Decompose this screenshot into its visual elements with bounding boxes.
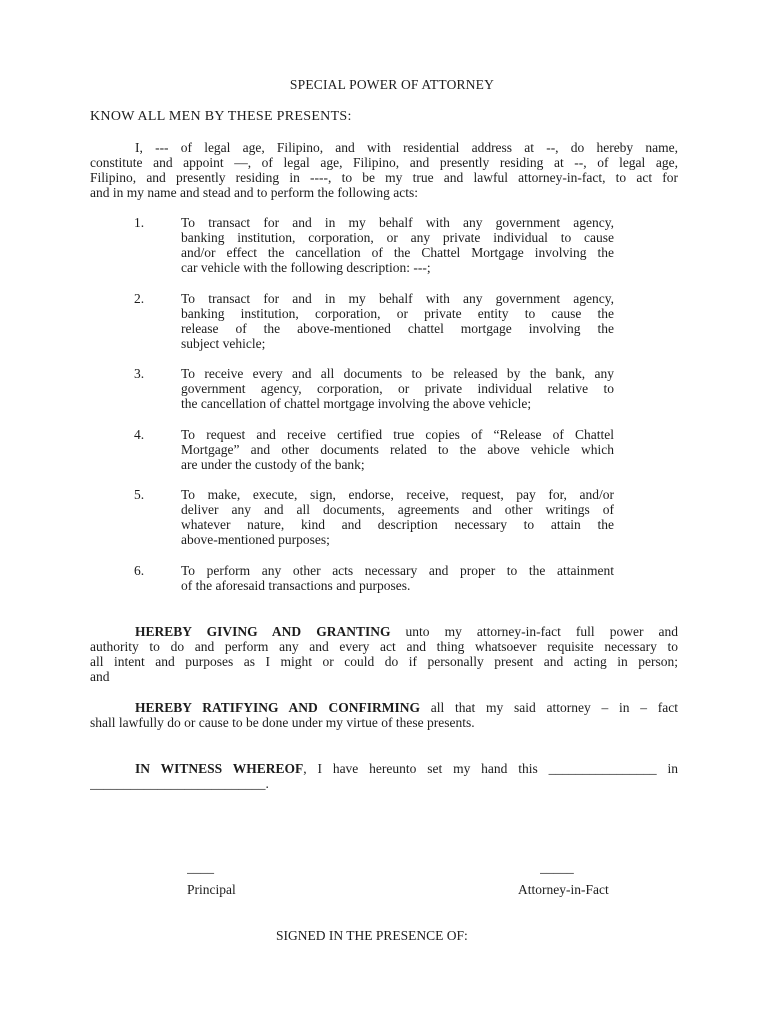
act-line: above-mentioned purposes; <box>181 532 330 547</box>
act-line: car vehicle with the following description: ---; <box>181 260 431 275</box>
witness-lead: IN WITNESS WHEREOF <box>135 761 304 776</box>
ratifying-lead: HEREBY RATIFYING AND CONFIRMING <box>135 700 421 715</box>
document-title: SPECIAL POWER OF ATTORNEY <box>289 77 495 92</box>
act-number: 1. <box>134 215 145 230</box>
intro-paragraph <box>90 140 678 200</box>
act-number: 5. <box>134 487 145 502</box>
act-line: Mortgage” and other documents related to the above vehicle which <box>181 442 614 457</box>
witness-line: __________________________. <box>90 776 269 791</box>
principal-signature-line: ____ <box>187 860 214 875</box>
act-line: To request and receive certified true copies of “Release of Chattel <box>181 427 614 442</box>
act-line: whatever nature, kind and description necessary to attain the <box>181 517 614 532</box>
act-line: To perform any other acts necessary and proper to the attainment <box>181 563 614 578</box>
intro-line: constitute and appoint —, of legal age, Filipino, and presently residing at --, of legal age, <box>90 155 678 170</box>
attorney-signature-line: _____ <box>540 860 574 875</box>
act-line: subject vehicle; <box>181 336 266 351</box>
act-number: 2. <box>134 291 145 306</box>
ratifying-paragraph <box>90 700 678 730</box>
act-line: deliver any and all documents, agreements and other writings of <box>181 502 614 517</box>
act-number: 4. <box>134 427 145 442</box>
act-line: of the aforesaid transactions and purposes. <box>181 578 411 593</box>
act-line: To receive every and all documents to be released by the bank, any <box>181 366 614 381</box>
ratifying-line <box>90 700 678 715</box>
act-text <box>181 215 614 275</box>
ratifying-line-text: all that my said attorney – in – fact <box>420 700 678 715</box>
act-text <box>181 427 614 472</box>
act-line: To transact for and in my behalf with any government agency, <box>181 215 614 230</box>
salutation: KNOW ALL MEN BY THESE PRESENTS: <box>90 109 352 124</box>
ratifying-line: shall lawfully do or cause to be done under my virtue of these presents. <box>90 715 475 730</box>
act-line: are under the custody of the bank; <box>181 457 365 472</box>
intro-line: I, --- of legal age, Filipino, and with residential address at --, do hereby name, <box>135 140 678 155</box>
granting-paragraph <box>90 624 678 684</box>
act-text <box>181 487 614 547</box>
signed-in-presence-heading: SIGNED IN THE PRESENCE OF: <box>276 928 468 943</box>
act-line: To transact for and in my behalf with any government agency, <box>181 291 614 306</box>
act-number: 3. <box>134 366 145 381</box>
witness-line <box>90 761 678 776</box>
act-line: the cancellation of chattel mortgage involving the above vehicle; <box>181 396 532 411</box>
act-line: government agency, corporation, or private individual relative to <box>181 381 614 396</box>
witness-paragraph <box>90 761 678 791</box>
act-line: banking institution, corporation, or any private individual to cause <box>181 230 614 245</box>
act-line: To make, execute, sign, endorse, receive, request, pay for, and/or <box>181 487 614 502</box>
attorney-label: Attorney-in-Fact <box>518 882 609 897</box>
act-line: release of the above-mentioned chattel mortgage involving the <box>181 321 614 336</box>
act-text <box>181 366 614 411</box>
granting-line-text: unto my attorney-in-fact full power and <box>390 624 678 639</box>
granting-lead: HEREBY GIVING AND GRANTING <box>135 624 391 639</box>
granting-line: all intent and purposes as I might or could do if personally present and acting in person; <box>90 654 678 669</box>
principal-label: Principal <box>187 882 236 897</box>
act-text <box>181 563 614 593</box>
granting-line <box>90 624 678 639</box>
act-line: and/or effect the cancellation of the Chattel Mortgage involving the <box>181 245 614 260</box>
intro-line: and in my name and stead and to perform the following acts: <box>90 185 419 200</box>
act-number: 6. <box>134 563 145 578</box>
act-line: banking institution, corporation, or private entity to cause the <box>181 306 614 321</box>
witness-line-text: , I have hereunto set my hand this ________________ in <box>303 761 678 776</box>
act-text <box>181 291 614 351</box>
granting-line: and <box>90 669 110 684</box>
intro-line: Filipino, and presently residing in ----, to be my true and lawful attorney-in-fact, to act for <box>90 170 678 185</box>
granting-line: authority to do and perform any and every act and thing whatsoever requisite necessary to <box>90 639 678 654</box>
